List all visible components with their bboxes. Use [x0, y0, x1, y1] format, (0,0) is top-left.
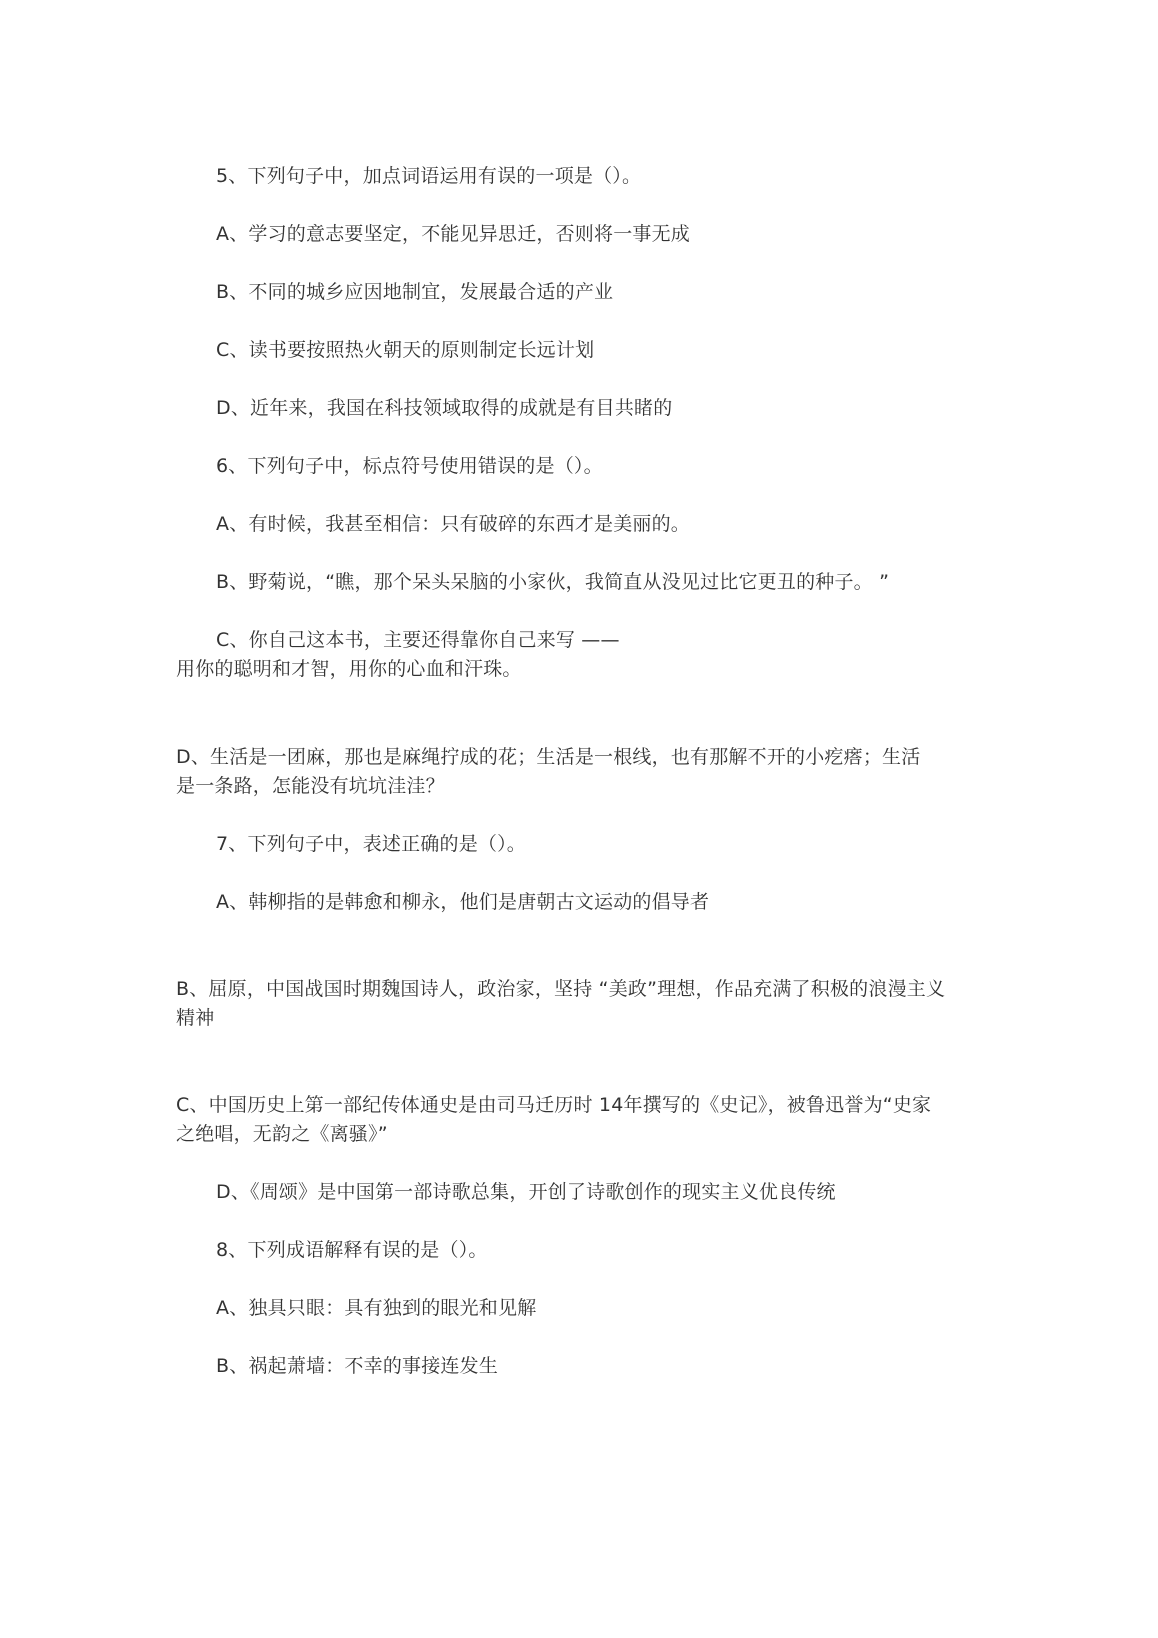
- question-5-stem: 5、下列句子中，加点词语运用有误的一项是（）。: [216, 165, 642, 187]
- question-6-option-d-line2: 是一条路，怎能没有坑坑洼洼？: [176, 775, 445, 797]
- question-7-option-a: A、韩柳指的是韩愈和柳永，他们是唐朝古文运动的倡导者: [216, 891, 710, 913]
- question-7-option-c-line2: 之绝唱，无韵之《离骚》”: [176, 1123, 388, 1145]
- question-8-option-b: B、祸起萧墙：不幸的事接连发生: [216, 1355, 499, 1377]
- question-5-option-b: B、不同的城乡应因地制宜，发展最合适的产业: [216, 281, 614, 303]
- question-7-option-b-line2: 精神: [176, 1007, 215, 1029]
- question-7-option-c-line1: C、中国历史上第一部纪传体通史是由司马迁历时 14年撰写的《史记》，被鲁迅誉为“史家: [176, 1094, 932, 1116]
- question-5-option-d: D、近年来，我国在科技领域取得的成就是有目共睹的: [216, 397, 673, 419]
- question-7-stem: 7、下列句子中，表述正确的是（）。: [216, 833, 526, 855]
- question-6-option-b: B、野菊说，“瞧，那个呆头呆脑的小家伙，我简直从没见过比它更丑的种子。 ”: [216, 571, 890, 593]
- question-8-stem: 8、下列成语解释有误的是（）。: [216, 1239, 488, 1261]
- question-7-option-d: D、《周颂》是中国第一部诗歌总集，开创了诗歌创作的现实主义优良传统: [216, 1181, 836, 1203]
- question-6-option-a: A、有时候，我甚至相信：只有破碎的东西才是美丽的。: [216, 513, 690, 535]
- question-5-option-a: A、学习的意志要坚定，不能见异思迁，否则将一事无成: [216, 223, 690, 245]
- question-6-option-d-line1: D、生活是一团麻，那也是麻绳拧成的花；生活是一根线，也有那解不开的小疙瘩；生活: [176, 746, 921, 768]
- question-7-option-b-line1: B、屈原，中国战国时期魏国诗人，政治家，坚持 “美政”理想，作品充满了积极的浪漫主义: [176, 978, 946, 1000]
- question-6-stem: 6、下列句子中，标点符号使用错误的是（）。: [216, 455, 603, 477]
- question-5-option-c: C、读书要按照热火朝天的原则制定长远计划: [216, 339, 595, 361]
- question-6-option-c-line1: C、你自己这本书，主要还得靠你自己来写 ——: [216, 629, 620, 651]
- question-6-option-c-line2: 用你的聪明和才智，用你的心血和汗珠。: [176, 658, 522, 680]
- question-8-option-a: A、独具只眼：具有独到的眼光和见解: [216, 1297, 537, 1319]
